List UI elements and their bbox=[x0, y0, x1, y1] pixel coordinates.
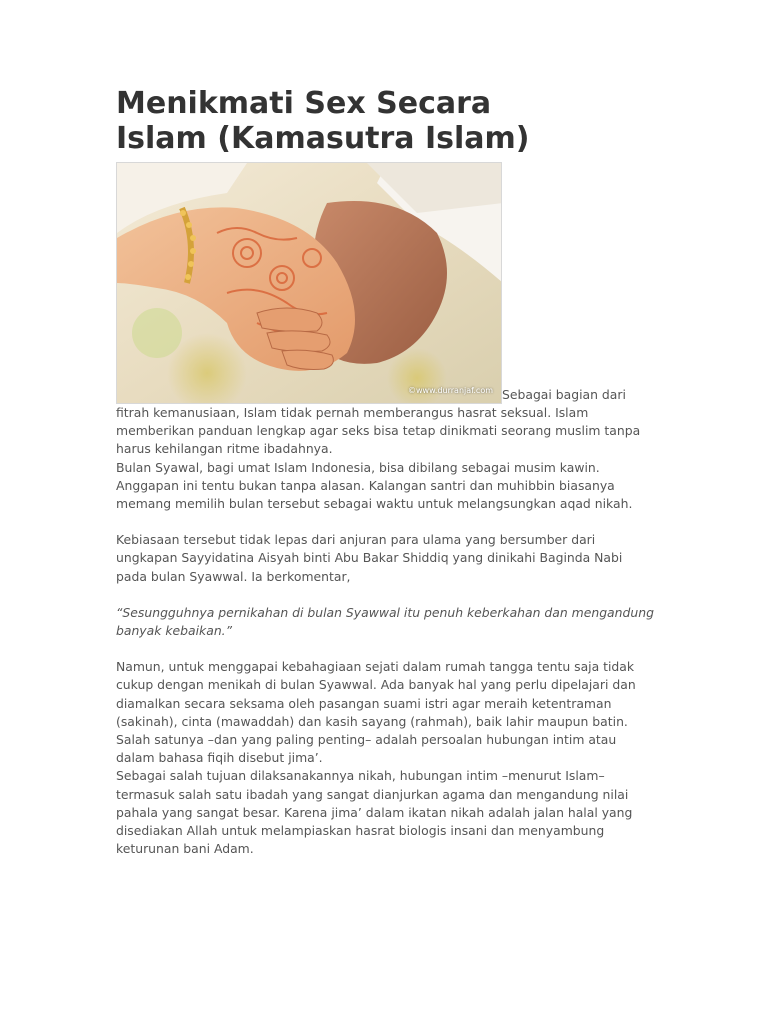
quote-paragraph: “Sesungguhnya pernikahan di bulan Syawwal itu penuh keberkahan dan mengandung banyak kebaikan.” bbox=[116, 604, 654, 639]
image-watermark: ©www.durranjaf.com bbox=[408, 386, 493, 395]
paragraph-3: Kebiasaan tersebut tidak lepas dari anjuran para ulama yang bersumber dari ungkapan Sayyidatina Aisyah binti Abu Bakar Shiddiq yang dinikahi Baginda Nabi pada bulan Syawwal. Ia berkomentar, bbox=[116, 532, 623, 584]
article-title: Menikmati Sex Secara Islam (Kamasutra Islam) bbox=[116, 86, 530, 156]
lead-inline-text: Sebagai bagian dari bbox=[502, 387, 626, 402]
holding-hands-photo bbox=[116, 162, 502, 404]
paragraph-2: Bulan Syawal, bagi umat Islam Indonesia, bisa dibilang sebagai musim kawin. Anggapan ini tentu bukan tanpa alasan. Kalangan santri dan muhibbin biasanya memang memilih bulan tersebut sebagai waktu untuk melangsungkan aqad nikah. bbox=[116, 459, 633, 512]
paragraph-5: Sebagai salah tujuan dilaksanakannya nikah, hubungan intim –menurut Islam– termasuk salah satu ibadah yang sangat dianjurkan agama dan mengandung nilai pahala yang sangat besar. Karena jima’ dalam ikatan nikah adalah jalan halal yang disediakan Allah untuk melampiaskan hasrat biologis insani dan menyambung keturunan bani Adam. bbox=[116, 768, 633, 857]
spacer bbox=[116, 640, 656, 658]
spacer bbox=[116, 586, 656, 604]
holding-hands-illustration bbox=[117, 163, 502, 404]
photo-row bbox=[116, 162, 656, 404]
paragraph-4: Namun, untuk menggapai kebahagiaan sejati dalam rumah tangga tentu saja tidak cukup dengan menikah di bulan Syawwal. Ada banyak hal yang perlu dipelajari dan diamalkan secara seksama oleh pasangan suami istri agar meraih ketentraman (sakinah), cinta (mawaddah) dan kasih sayang (rahmah), baik lahir maupun batin. Salah satunya –dan yang paling penting– adalah persoalan hubungan intim atau dalam bahasa fiqih disebut jima’. bbox=[116, 659, 636, 766]
document-page bbox=[116, 86, 656, 858]
spacer bbox=[116, 513, 656, 531]
paragraph-1: fitrah kemanusiaan, Islam tidak pernah memberangus hasrat seksual. Islam memberikan panduan lengkap agar seks bisa tetap dinikmati seorang muslim tanpa harus kehilangan ritme ibadahnya. bbox=[116, 405, 641, 457]
